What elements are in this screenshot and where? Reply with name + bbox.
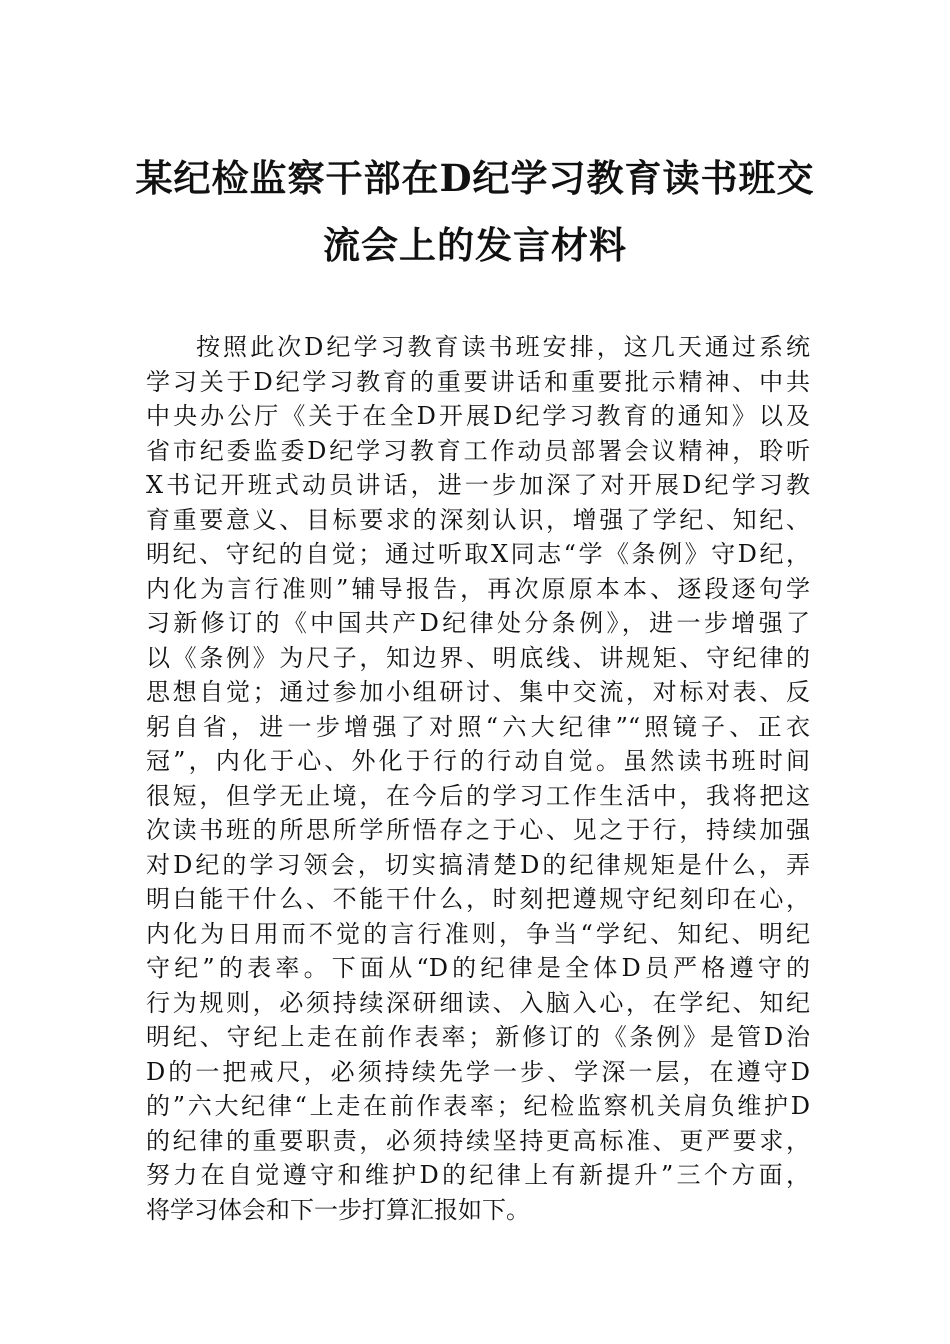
paragraph-line: 行为规则，必须持续深研细读、入脑入心，在学纪、知纪 [146, 988, 810, 1017]
paragraph-line: 守纪”的表率。下面从“D的纪律是全体D员严格遵守的 [146, 954, 810, 982]
paragraph-line: X书记开班式动员讲话，进一步加深了对开展D纪学习教 [146, 471, 810, 499]
paragraph-line: 很短，但学无止境，在今后的学习工作生活中，我将把这 [146, 781, 810, 810]
paragraph-line: 以《条例》为尺子，知边界、明底线、讲规矩、守纪律的 [146, 643, 810, 672]
paragraph-line: 思想自觉；通过参加小组研讨、集中交流，对标对表、反 [146, 678, 810, 706]
title-line: 某纪检监察干部在D纪学习教育读书班交 [135, 156, 815, 200]
paragraph-line: 明纪、守纪的自觉；通过听取X同志“学《条例》守D纪， [146, 540, 810, 568]
paragraph-line: D的一把戒尺，必须持续先学一步、学深一层，在遵守D [146, 1057, 810, 1086]
paragraph-line: 明白能干什么、不能干什么，时刻把遵规守纪刻印在心， [146, 885, 810, 913]
paragraph-line: 对D纪的学习领会，切实搞清楚D的纪律规矩是什么，弄 [146, 850, 810, 879]
paragraph-line: 按照此次D纪学习教育读书班安排，这几天通过系统 [196, 333, 810, 361]
paragraph-line: 冠”，内化于心、外化于行的行动自觉。虽然读书班时间 [146, 747, 810, 775]
title-line: 流会上的发言材料 [323, 223, 627, 267]
paragraph-line: 习新修订的《中国共产D纪律处分条例》，进一步增强了 [146, 609, 810, 637]
paragraph-line: 内化为日用而不觉的言行准则，争当“学纪、知纪、明纪 [146, 919, 810, 948]
paragraph-line: 中央办公厅《关于在全D开展D纪学习教育的通知》以及 [146, 402, 810, 430]
paragraph-line: 的”六大纪律“上走在前作表率；纪检监察机关肩负维护D [146, 1092, 810, 1120]
paragraph-line: 内化为言行准则”辅导报告，再次原原本本、逐段逐句学 [146, 574, 810, 603]
paragraph-line: 将学习体会和下一步打算汇报如下。 [146, 1195, 530, 1224]
paragraph-line: 学习关于D纪学习教育的重要讲话和重要批示精神、中共 [146, 367, 810, 396]
paragraph-line: 躬自省，进一步增强了对照“六大纪律”“照镜子、正衣 [146, 712, 810, 741]
body-paragraph [146, 330, 810, 1227]
paragraph-line: 明纪、守纪上走在前作表率；新修订的《条例》是管D治 [146, 1023, 810, 1051]
paragraph-line: 省市纪委监委D纪学习教育工作动员部署会议精神，聆听 [146, 436, 810, 465]
paragraph-line: 育重要意义、目标要求的深刻认识，增强了学纪、知纪、 [146, 505, 810, 534]
paragraph-line: 的纪律的重要职责，必须持续坚持更高标准、更严要求， [146, 1126, 810, 1155]
paragraph-line: 努力在自觉遵守和维护D的纪律上有新提升”三个方面， [146, 1161, 810, 1189]
document-title [130, 156, 820, 267]
paragraph-line: 次读书班的所思所学所悟存之于心、见之于行，持续加强 [146, 816, 810, 844]
